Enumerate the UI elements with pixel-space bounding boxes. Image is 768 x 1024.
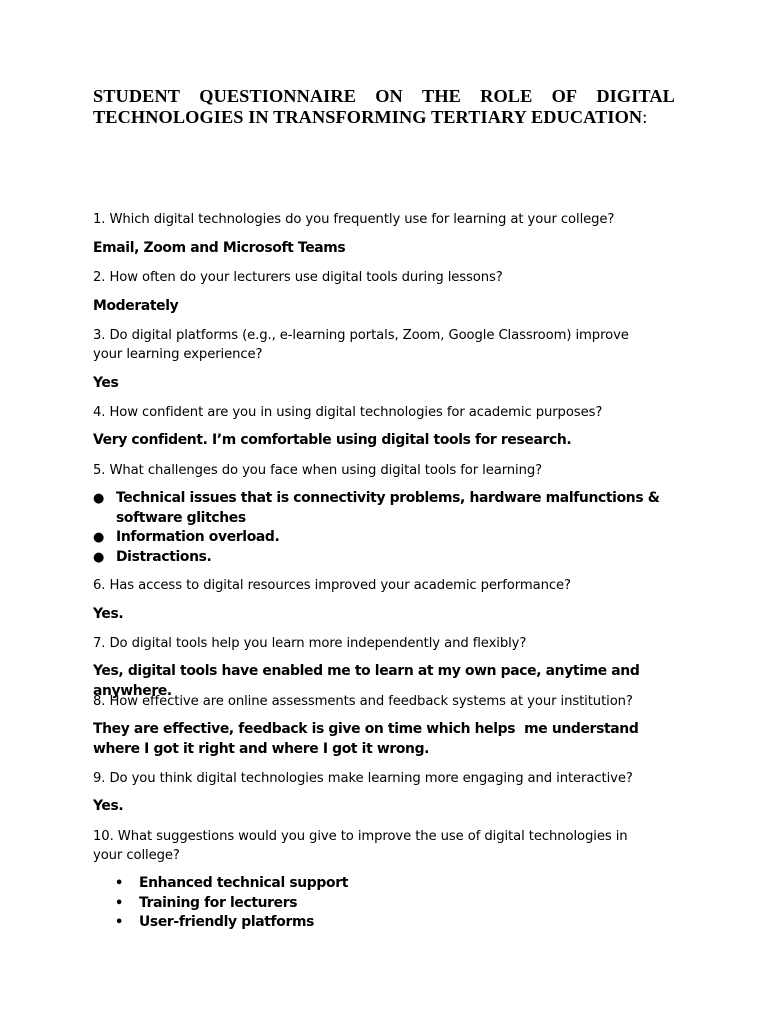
- answer-10-bullet-item: [93, 913, 348, 933]
- title-word: ROLE: [480, 86, 533, 106]
- bullet-text: User-friendly platforms: [139, 914, 314, 930]
- question-4: 4. How confident are you in using digital technologies for academic purposes?: [93, 405, 603, 420]
- bullet-text: Enhanced technical support: [139, 875, 348, 891]
- question-2: 2. How often do your lecturers use digital tools during lessons?: [93, 270, 503, 285]
- question-10: 10. What suggestions would you give to improve the use of digital technologies in your college?: [93, 829, 628, 863]
- bullet-icon: •: [115, 915, 123, 930]
- answer-5-bullet-item: [93, 489, 663, 528]
- answer-5-bullet-item: [93, 548, 663, 568]
- bullet-icon: ●: [93, 530, 104, 545]
- question-1: 1. Which digital technologies do you frequently use for learning at your college?: [93, 212, 615, 227]
- question-6: 6. Has access to digital resources improved your academic performance?: [93, 578, 571, 593]
- title-word: DIGITAL: [596, 86, 675, 106]
- answer-3: Yes: [93, 375, 119, 391]
- title-word: OF: [551, 86, 578, 106]
- title-line-2: [93, 107, 675, 128]
- answer-5-list: [93, 489, 663, 567]
- answer-6: Yes.: [93, 606, 124, 622]
- bullet-text: Information overload.: [116, 529, 280, 545]
- title-word: ON: [375, 86, 403, 106]
- answer-7: Yes, digital tools have enabled me to learn at my own pace, anytime and anywhere.: [93, 663, 640, 699]
- answer-5-bullet-item: [93, 528, 663, 548]
- document-title: [93, 86, 675, 128]
- title-word: STUDENT: [93, 86, 181, 106]
- title-colon: :: [642, 107, 648, 127]
- answer-9: Yes.: [93, 798, 124, 814]
- question-9: 9. Do you think digital technologies make learning more engaging and interactive?: [93, 771, 633, 786]
- question-7: 7. Do digital tools help you learn more independently and flexibly?: [93, 636, 527, 651]
- question-8: 8. How effective are online assessments and feedback systems at your institution?: [93, 694, 633, 709]
- answer-2: Moderately: [93, 298, 179, 314]
- bullet-text: Training for lecturers: [139, 894, 298, 911]
- title-word: QUESTIONNAIRE: [199, 86, 356, 106]
- bullet-text: Technical issues that is connectivity problems, hardware malfunctions & software glitches: [116, 490, 660, 526]
- answer-10-list: [93, 874, 348, 933]
- question-3: 3. Do digital platforms (e.g., e-learning portals, Zoom, Google Classroom) improve your learning experience?: [93, 328, 629, 362]
- question-5: 5. What challenges do you face when using digital tools for learning?: [93, 463, 543, 478]
- bullet-text: Distractions.: [116, 548, 212, 565]
- title-line-1: [93, 86, 675, 107]
- answer-10-bullet-item: [93, 894, 348, 914]
- answer-8: They are effective, feedback is give on time which helps me understand where I got it right and where I got it wrong.: [93, 721, 643, 757]
- title-word: THE: [422, 86, 461, 106]
- answer-1: Email, Zoom and Microsoft Teams: [93, 240, 346, 256]
- document-page: [93, 86, 675, 930]
- bullet-icon: ●: [93, 491, 104, 506]
- bullet-icon: •: [115, 876, 123, 891]
- bullet-icon: ●: [93, 549, 104, 565]
- answer-10-bullet-item: [93, 874, 348, 894]
- bullet-icon: •: [115, 895, 123, 911]
- title-line-2-text: TECHNOLOGIES IN TRANSFORMING TERTIARY EDUCATION: [93, 107, 643, 127]
- answer-4: Very confident. I’m comfortable using digital tools for research.: [93, 432, 572, 448]
